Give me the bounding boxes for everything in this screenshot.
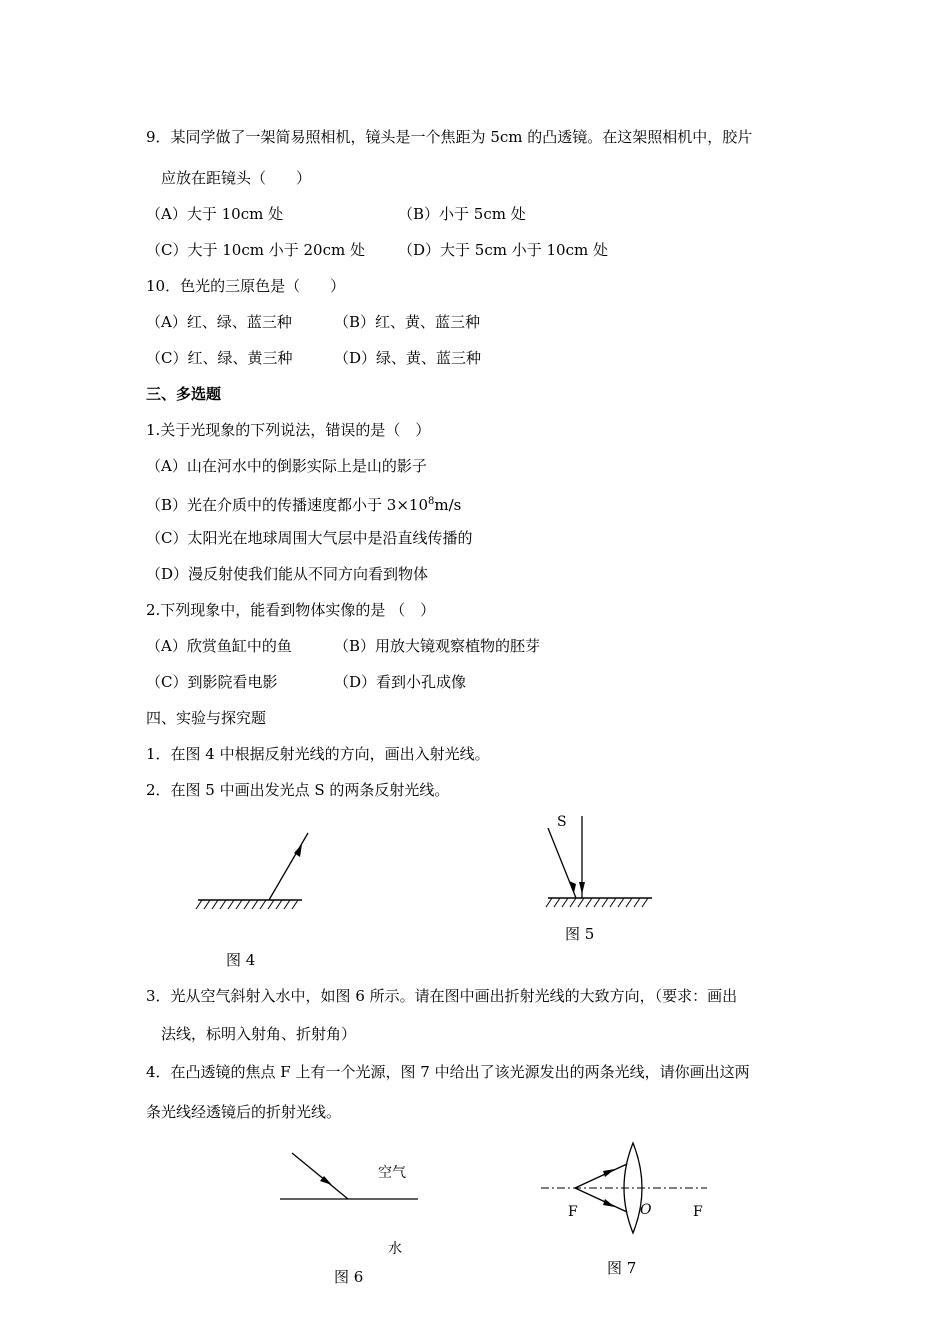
- e3-stem-line1: 3．光从空气斜射入水中，如图 6 所示。请在图中画出折射光线的大致方向，（要求：画出: [146, 987, 738, 1005]
- m1-option-d: （D）漫反射使我们能从不同方向看到物体: [146, 565, 429, 583]
- m1-option-b-exponent: 8: [428, 496, 435, 507]
- e3-stem-line2: 法线，标明入射角、折射角）: [161, 1025, 357, 1043]
- e4-stem-line1: 4．在凸透镜的焦点 F 上有一个光源，图 7 中给出了该光源发出的两条光线，请你画出这两: [146, 1063, 750, 1081]
- figure-5-caption: 图 5: [565, 925, 595, 943]
- q9-option-b: （B）小于 5cm 处: [398, 205, 526, 223]
- figure-6-label-water: 水: [388, 1241, 402, 1257]
- m2-option-a: （A）欣赏鱼缸中的鱼: [146, 637, 292, 655]
- figure-4-caption: 图 4: [226, 951, 256, 969]
- figure-7-caption: 图 7: [607, 1259, 637, 1277]
- e2-stem: 2．在图 5 中画出发光点 S 的两条反射光线。: [146, 781, 450, 799]
- m1-option-c: （C）太阳光在地球周围大气层中是沿直线传播的: [146, 529, 473, 547]
- q10-option-c: （C）红、绿、黄三种: [146, 349, 293, 367]
- figure-6-caption: 图 6: [334, 1268, 364, 1286]
- figure-5-label-s: S: [557, 814, 567, 830]
- m1-stem: 1.关于光现象的下列说法，错误的是（ ）: [146, 421, 431, 439]
- figure-7-convex-lens: [535, 1135, 715, 1245]
- figure-4-reflection: [190, 825, 320, 920]
- figure-7-label-o: O: [640, 1202, 652, 1218]
- q9-stem-line2: 应放在距镜头（ ）: [161, 169, 312, 187]
- q9-option-d: （D）大于 5cm 小于 10cm 处: [398, 241, 608, 259]
- q9-stem-line1: 9．某同学做了一架简易照相机，镜头是一个焦距为 5cm 的凸透镜。在这架照相机中，胶片: [146, 128, 753, 146]
- figure-6-label-air: 空气: [378, 1165, 406, 1181]
- m2-option-d: （D）看到小孔成像: [334, 673, 467, 691]
- q10-option-a: （A）红、绿、蓝三种: [146, 313, 292, 331]
- m1-option-b-unit: m/s: [434, 496, 462, 514]
- m2-option-c: （C）到影院看电影: [146, 673, 278, 691]
- e4-stem-line2: 条光线经透镜后的折射光线。: [146, 1103, 342, 1121]
- figure-5-reflection: [540, 808, 660, 918]
- m1-option-b-text: （B）光在介质中的传播速度都小于 3×10: [146, 496, 428, 514]
- e1-stem: 1．在图 4 中根据反射光线的方向，画出入射光线。: [146, 745, 490, 763]
- figure-6-refraction: [270, 1145, 430, 1265]
- figure-7-label-f-right: F: [693, 1204, 703, 1220]
- figure-7-label-f-left: F: [568, 1204, 578, 1220]
- section-title-experiment: 四、实验与探究题: [146, 709, 267, 727]
- q10-stem: 10．色光的三原色是（ ）: [146, 277, 346, 295]
- q10-option-d: （D）绿、黄、蓝三种: [334, 349, 482, 367]
- q10-option-b: （B）红、黄、蓝三种: [334, 313, 481, 331]
- m2-option-b: （B）用放大镜观察植物的胚芽: [334, 637, 541, 655]
- q9-option-c: （C）大于 10cm 小于 20cm 处: [146, 241, 365, 259]
- q9-option-a: （A）大于 10cm 处: [146, 205, 284, 223]
- m1-option-a: （A）山在河水中的倒影实际上是山的影子: [146, 457, 427, 475]
- m1-option-b: [146, 492, 461, 515]
- section-title-multiple-choice: 三、多选题: [146, 385, 222, 403]
- m2-stem: 2.下列现象中，能看到物体实像的是 （ ）: [146, 601, 436, 619]
